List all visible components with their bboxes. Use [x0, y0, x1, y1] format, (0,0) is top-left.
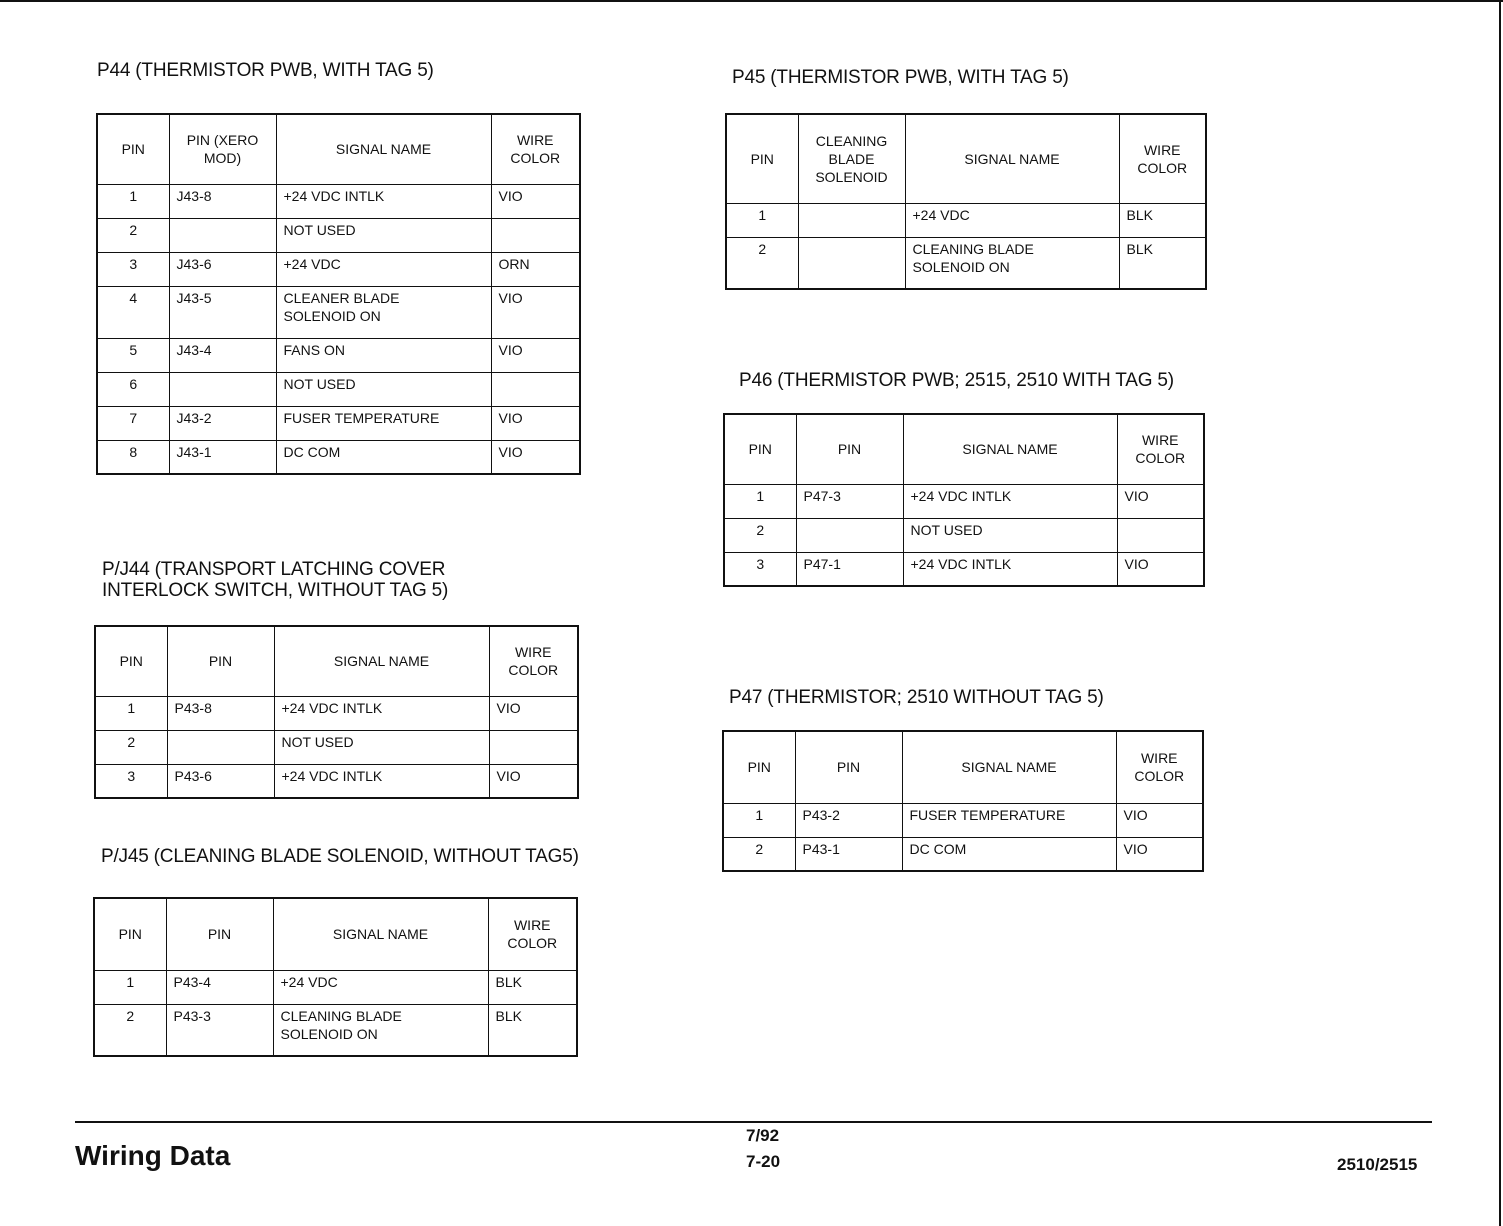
cell-wire-color: BLK: [488, 1004, 577, 1056]
table-header-row: [97, 114, 580, 184]
footer-date: 7/92: [746, 1126, 780, 1145]
cell-signal-name: +24 VDC: [905, 203, 1119, 237]
cell-pin: 1: [97, 184, 169, 218]
cell-pin2: [169, 218, 276, 252]
cell-signal-name: FANS ON: [276, 338, 491, 372]
cell-pin: 5: [97, 338, 169, 372]
column-header-signal-name: SIGNAL NAME: [902, 731, 1116, 803]
cell-pin2: J43-6: [169, 252, 276, 286]
table-row: [95, 764, 578, 798]
column-header-pin: PIN: [94, 898, 166, 970]
column-header-pin2: PIN (XERO MOD): [169, 114, 276, 184]
cell-pin: 3: [724, 552, 796, 586]
cell-wire-color: [491, 372, 580, 406]
cell-wire-color: [1117, 518, 1204, 552]
column-header-wire-color: WIRE COLOR: [491, 114, 580, 184]
cell-signal-name: +24 VDC INTLK: [274, 764, 489, 798]
cell-pin2: P47-3: [796, 484, 903, 518]
cell-wire-color: ORN: [491, 252, 580, 286]
column-header-signal-name: SIGNAL NAME: [905, 114, 1119, 203]
table-row: [94, 970, 577, 1004]
cell-wire-color: [489, 730, 578, 764]
cell-wire-color: VIO: [1117, 484, 1204, 518]
cell-pin: 7: [97, 406, 169, 440]
cell-pin: 3: [97, 252, 169, 286]
table-row: [95, 730, 578, 764]
cell-pin2: P43-4: [166, 970, 273, 1004]
cell-signal-name: +24 VDC: [273, 970, 488, 1004]
table-row: [97, 406, 580, 440]
cell-pin2: P43-3: [166, 1004, 273, 1056]
cell-pin2: [796, 518, 903, 552]
p44-wiring-table: [96, 113, 581, 475]
cell-wire-color: VIO: [489, 696, 578, 730]
column-header-pin: PIN: [723, 731, 795, 803]
footer-page-number: 7-20: [746, 1152, 781, 1171]
column-header-signal-name: SIGNAL NAME: [274, 626, 489, 696]
table-header-row: [94, 898, 577, 970]
cell-signal-name: NOT USED: [903, 518, 1117, 552]
cell-signal-name: +24 VDC INTLK: [903, 484, 1117, 518]
cell-wire-color: VIO: [1116, 803, 1203, 837]
cell-pin2: J43-2: [169, 406, 276, 440]
cell-wire-color: BLK: [1119, 203, 1206, 237]
cell-signal-name: DC COM: [276, 440, 491, 474]
cell-pin2: J43-5: [169, 286, 276, 338]
cell-wire-color: VIO: [1117, 552, 1204, 586]
cell-wire-color: VIO: [491, 406, 580, 440]
table-row: [97, 286, 580, 338]
cell-wire-color: [491, 218, 580, 252]
table-row: [723, 803, 1203, 837]
cell-pin: 6: [97, 372, 169, 406]
cell-wire-color: VIO: [491, 184, 580, 218]
p45-title: P45 (THERMISTOR PWB, WITH TAG 5): [732, 67, 1069, 88]
cell-pin2: J43-4: [169, 338, 276, 372]
cell-pin2: [169, 372, 276, 406]
table-row: [724, 518, 1204, 552]
cell-pin2: J43-1: [169, 440, 276, 474]
table-row: [97, 252, 580, 286]
cell-wire-color: VIO: [491, 440, 580, 474]
cell-signal-name: +24 VDC: [276, 252, 491, 286]
column-header-signal-name: SIGNAL NAME: [273, 898, 488, 970]
column-header-pin2: PIN: [795, 731, 902, 803]
footer-section-title: Wiring Data: [75, 1140, 231, 1171]
table-header-row: [724, 414, 1204, 484]
table-row: [726, 237, 1206, 289]
p45-wiring-table: [725, 113, 1207, 290]
cell-pin: 1: [723, 803, 795, 837]
column-header-signal-name: SIGNAL NAME: [276, 114, 491, 184]
column-header-wire-color: WIRE COLOR: [488, 898, 577, 970]
cell-pin: 1: [724, 484, 796, 518]
pj44-wiring-table: [94, 625, 579, 799]
cell-pin: 2: [724, 518, 796, 552]
column-header-pin2: CLEANING BLADE SOLENOID: [798, 114, 905, 203]
footer-rule: [75, 1121, 1432, 1123]
cell-signal-name: DC COM: [902, 837, 1116, 871]
page-border-right: [1499, 0, 1501, 1226]
cell-signal-name: CLEANING BLADE SOLENOID ON: [905, 237, 1119, 289]
p44-title: P44 (THERMISTOR PWB, WITH TAG 5): [97, 60, 434, 81]
p47-wiring-table: [722, 730, 1204, 872]
cell-signal-name: NOT USED: [274, 730, 489, 764]
cell-pin2: P43-1: [795, 837, 902, 871]
cell-signal-name: NOT USED: [276, 372, 491, 406]
column-header-pin2: PIN: [796, 414, 903, 484]
column-header-wire-color: WIRE COLOR: [1117, 414, 1204, 484]
cell-pin2: J43-8: [169, 184, 276, 218]
cell-pin2: [167, 730, 274, 764]
page-border-top: [0, 0, 1503, 2]
cell-pin2: [798, 237, 905, 289]
cell-pin: 4: [97, 286, 169, 338]
cell-signal-name: FUSER TEMPERATURE: [276, 406, 491, 440]
cell-pin: 1: [94, 970, 166, 1004]
p46-wiring-table: [723, 413, 1205, 587]
column-header-pin2: PIN: [166, 898, 273, 970]
cell-pin: 1: [726, 203, 798, 237]
cell-signal-name: NOT USED: [276, 218, 491, 252]
cell-pin: 2: [726, 237, 798, 289]
table-row: [97, 184, 580, 218]
pj45-wiring-table: [93, 897, 578, 1057]
column-header-pin: PIN: [726, 114, 798, 203]
cell-signal-name: +24 VDC INTLK: [903, 552, 1117, 586]
column-header-pin2: PIN: [167, 626, 274, 696]
column-header-signal-name: SIGNAL NAME: [903, 414, 1117, 484]
footer-model-number: 2510/2515: [1337, 1155, 1418, 1174]
cell-signal-name: +24 VDC INTLK: [274, 696, 489, 730]
table-row: [724, 552, 1204, 586]
cell-wire-color: VIO: [1116, 837, 1203, 871]
column-header-wire-color: WIRE COLOR: [489, 626, 578, 696]
cell-signal-name: CLEANING BLADE SOLENOID ON: [273, 1004, 488, 1056]
cell-signal-name: CLEANER BLADE SOLENOID ON: [276, 286, 491, 338]
cell-wire-color: BLK: [1119, 237, 1206, 289]
table-header-row: [95, 626, 578, 696]
cell-pin2: P43-2: [795, 803, 902, 837]
table-row: [724, 484, 1204, 518]
cell-pin: 2: [723, 837, 795, 871]
cell-signal-name: FUSER TEMPERATURE: [902, 803, 1116, 837]
table-row: [95, 696, 578, 730]
table-row: [97, 338, 580, 372]
column-header-wire-color: WIRE COLOR: [1116, 731, 1203, 803]
cell-wire-color: VIO: [489, 764, 578, 798]
table-row: [97, 218, 580, 252]
cell-signal-name: +24 VDC INTLK: [276, 184, 491, 218]
cell-pin: 2: [94, 1004, 166, 1056]
cell-wire-color: VIO: [491, 338, 580, 372]
p46-title: P46 (THERMISTOR PWB; 2515, 2510 WITH TAG 5): [739, 370, 1174, 391]
cell-pin: 1: [95, 696, 167, 730]
table-row: [97, 440, 580, 474]
pj44-title: P/J44 (TRANSPORT LATCHING COVER INTERLOCK SWITCH, WITHOUT TAG 5): [102, 559, 449, 601]
cell-wire-color: VIO: [491, 286, 580, 338]
cell-pin2: P47-1: [796, 552, 903, 586]
table-row: [723, 837, 1203, 871]
table-row: [94, 1004, 577, 1056]
cell-pin: 8: [97, 440, 169, 474]
column-header-wire-color: WIRE COLOR: [1119, 114, 1206, 203]
cell-pin: 2: [95, 730, 167, 764]
cell-pin2: [798, 203, 905, 237]
table-header-row: [723, 731, 1203, 803]
cell-pin: 3: [95, 764, 167, 798]
table-row: [97, 372, 580, 406]
cell-pin2: P43-8: [167, 696, 274, 730]
column-header-pin: PIN: [724, 414, 796, 484]
table-row: [726, 203, 1206, 237]
table-header-row: [726, 114, 1206, 203]
cell-wire-color: BLK: [488, 970, 577, 1004]
cell-pin: 2: [97, 218, 169, 252]
cell-pin2: P43-6: [167, 764, 274, 798]
column-header-pin: PIN: [97, 114, 169, 184]
column-header-pin: PIN: [95, 626, 167, 696]
p47-title: P47 (THERMISTOR; 2510 WITHOUT TAG 5): [729, 687, 1104, 708]
pj45-title: P/J45 (CLEANING BLADE SOLENOID, WITHOUT TAG5): [101, 846, 579, 867]
